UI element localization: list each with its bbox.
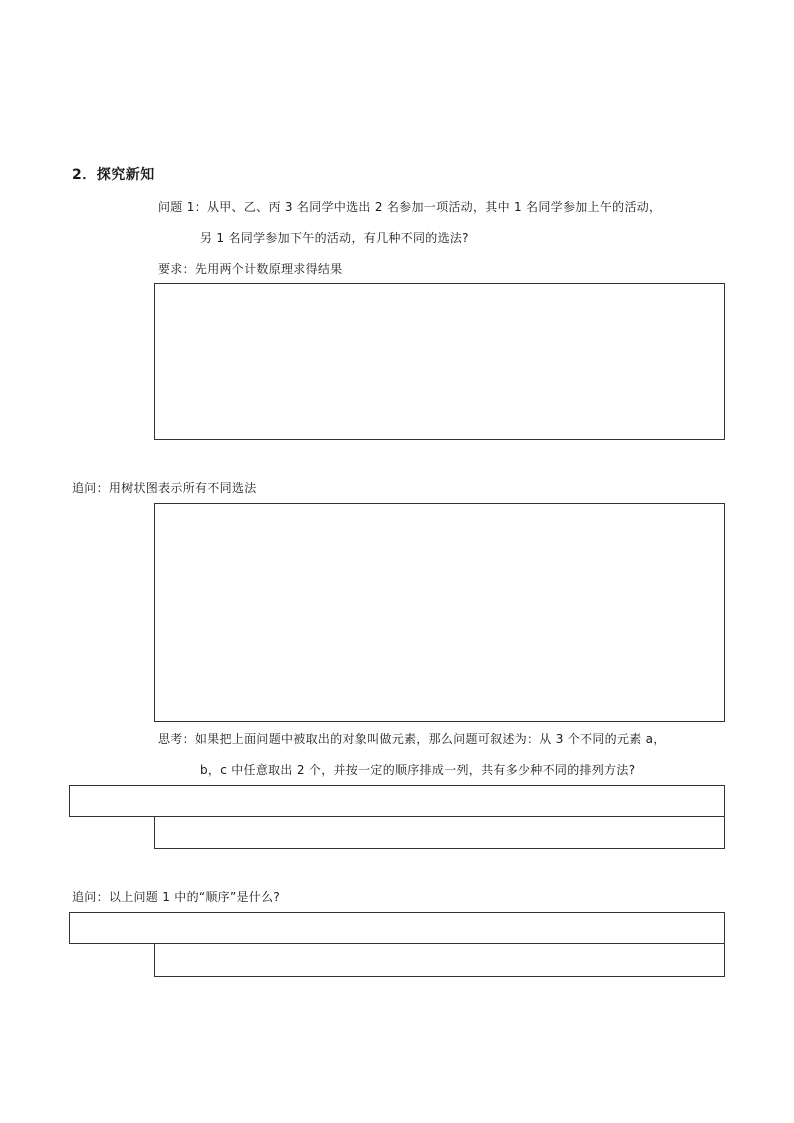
think-answer-box-2[interactable]	[154, 816, 725, 849]
followup-1-label: 追问：用树状图表示所有不同选法	[72, 481, 257, 495]
think-line-1: 思考：如果把上面问题中被取出的对象叫做元素，那么问题可叙述为：从 3 个不同的元素 a，	[158, 732, 666, 746]
requirement-label: 要求：先用两个计数原理求得结果	[158, 262, 343, 276]
think-line-2: b，c 中任意取出 2 个，并按一定的顺序排成一列，共有多少种不同的排列方法?	[200, 763, 636, 777]
problem-1-line-1: 问题 1：从甲、乙、丙 3 名同学中选出 2 名参加一项活动，其中 1 名同学参加上午的活动，	[158, 200, 662, 214]
followup-2-label: 追问：以上问题 1 中的“顺序”是什么?	[72, 890, 281, 904]
tree-diagram-answer-box[interactable]	[154, 503, 725, 722]
followup-2-answer-box-1[interactable]	[69, 912, 725, 944]
problem-1-line-2: 另 1 名同学参加下午的活动，有几种不同的选法?	[200, 231, 469, 245]
section-heading: 2．探究新知	[72, 167, 155, 183]
think-answer-box-1[interactable]	[69, 785, 725, 817]
followup-2-answer-box-2[interactable]	[154, 943, 725, 977]
requirement-answer-box[interactable]	[154, 283, 725, 440]
